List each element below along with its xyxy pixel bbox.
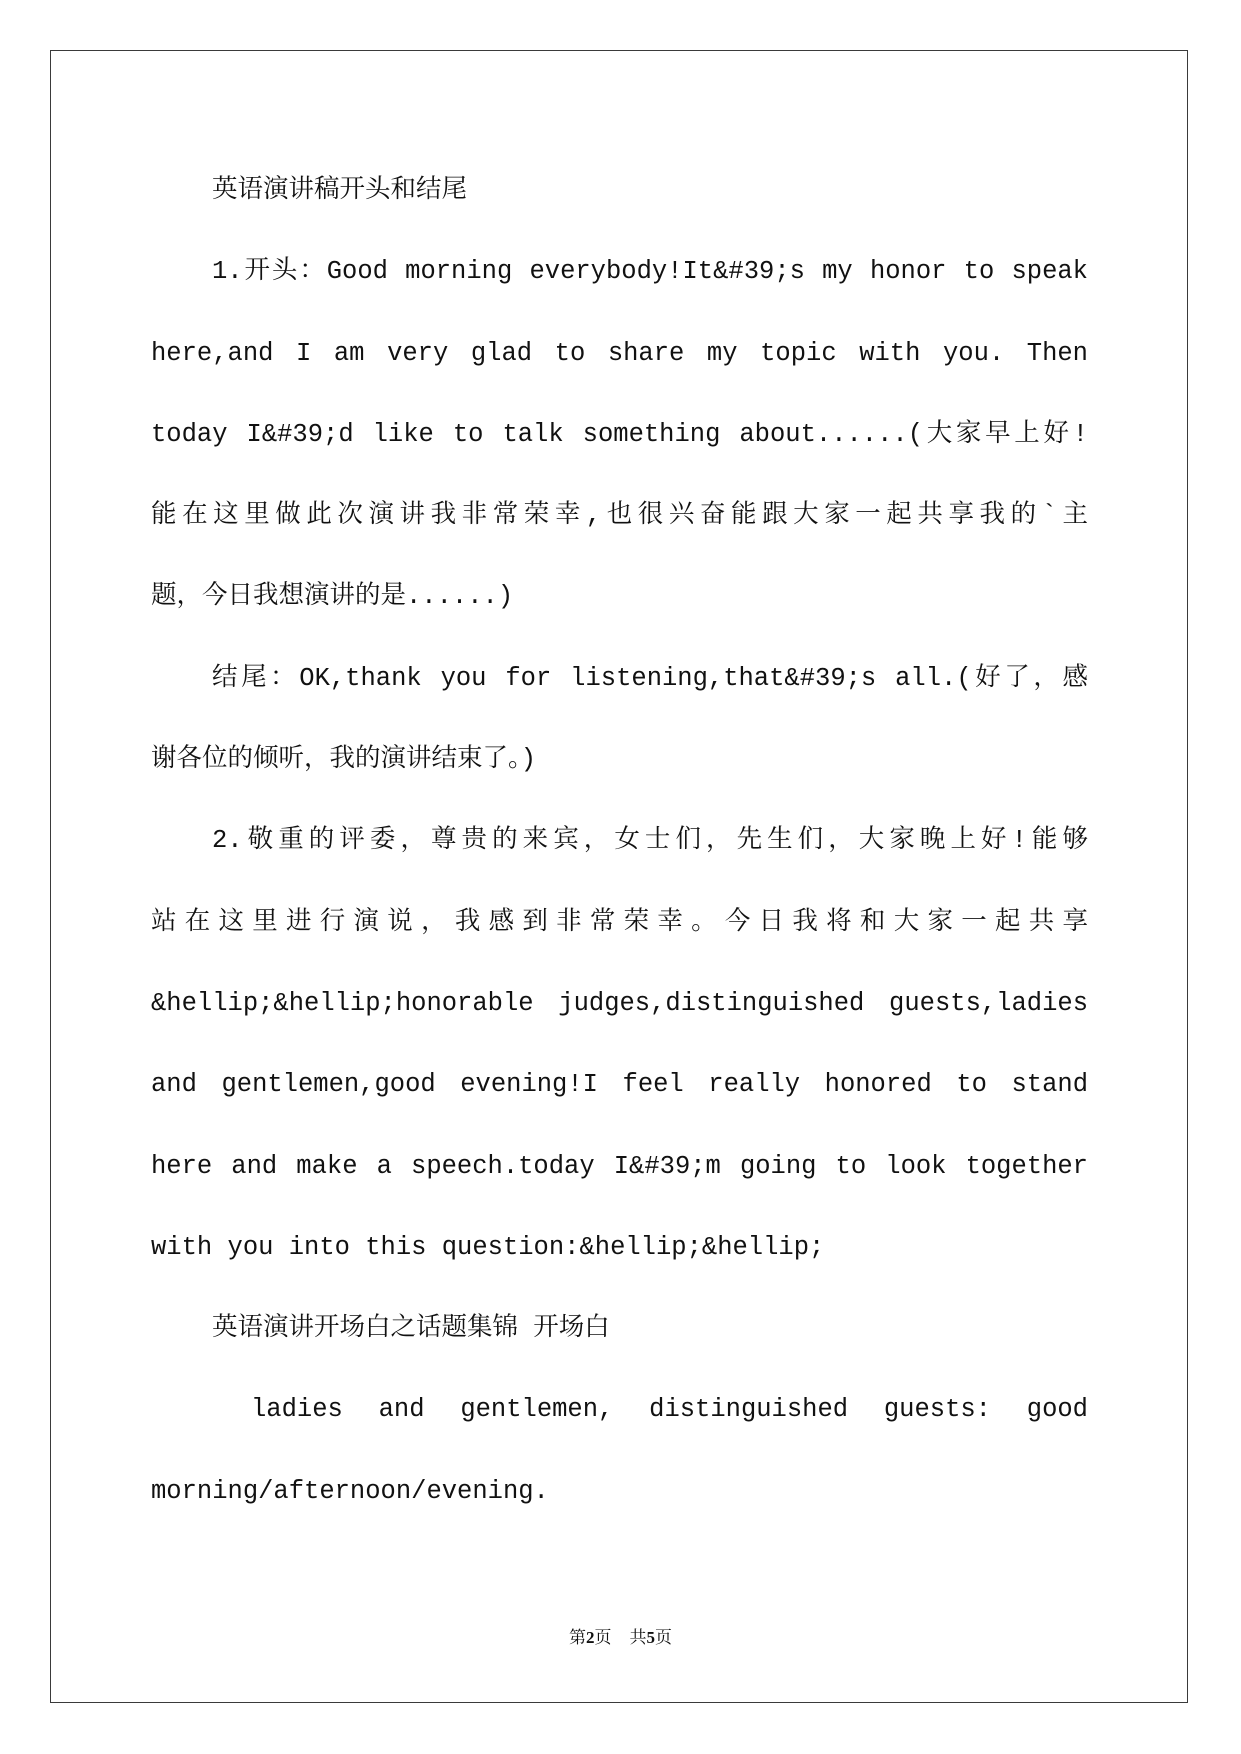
page-footer <box>0 1626 1241 1650</box>
text-line: here,and I am very glad to share my topic with you. Then <box>151 338 1088 368</box>
text-line: and gentlemen,good evening!I feel really honored to stand <box>151 1070 1088 1100</box>
text-line: 1.开头：Good morning everybody!It&#39;s my honor to speak <box>212 257 1088 287</box>
text-line: 结尾：OK,thank you for listening,that&#39;s all.(好了，感 <box>212 663 1088 693</box>
text-line: &hellip;&hellip;honorable judges,distinguished guests,ladies <box>151 988 1088 1018</box>
paragraph-greeting <box>151 1369 1088 1532</box>
text-line: here and make a speech.today I&#39;m going to look together <box>151 1151 1088 1181</box>
text-line: with you into this question:&hellip;&hellip; <box>151 1232 825 1262</box>
total-pages: 5 <box>646 1628 655 1647</box>
paragraph-ending <box>151 638 1088 801</box>
text-line: 谢各位的倾听，我的演讲结束了。) <box>151 745 537 775</box>
text-line: 2.敬重的评委，尊贵的来宾，女士们，先生们，大家晚上好!能够 <box>212 826 1088 856</box>
paragraph-opening <box>151 231 1088 637</box>
page-label-prefix: 第 <box>569 1628 586 1647</box>
document-heading: 英语演讲稿开头和结尾 <box>212 176 468 205</box>
text-line: 英语演讲开场白之话题集锦 开场白 <box>212 1314 610 1344</box>
text-line: 能在这里做此次演讲我非常荣幸,也很兴奋能跟大家一起共享我的`主 <box>151 501 1088 531</box>
page-label-suffix: 页 <box>594 1628 612 1647</box>
total-label-suffix: 页 <box>655 1628 672 1647</box>
page-number: 2 <box>586 1628 595 1647</box>
text-line: morning/afternoon/evening. <box>151 1476 549 1506</box>
text-line: 题，今日我想演讲的是......) <box>151 582 514 612</box>
text-line: ladies and gentlemen, distinguished guests: good <box>251 1395 1088 1425</box>
text-line: 站在这里进行演说，我感到非常荣幸。今日我将和大家一起共享 <box>151 907 1088 937</box>
total-label-prefix: 共 <box>629 1628 647 1647</box>
document-body <box>151 150 1088 1532</box>
paragraph-example-two <box>151 800 1088 1288</box>
section-subheading <box>151 1288 1088 1369</box>
text-line: today I&#39;d like to talk something about......(大家早上好! <box>151 419 1088 449</box>
